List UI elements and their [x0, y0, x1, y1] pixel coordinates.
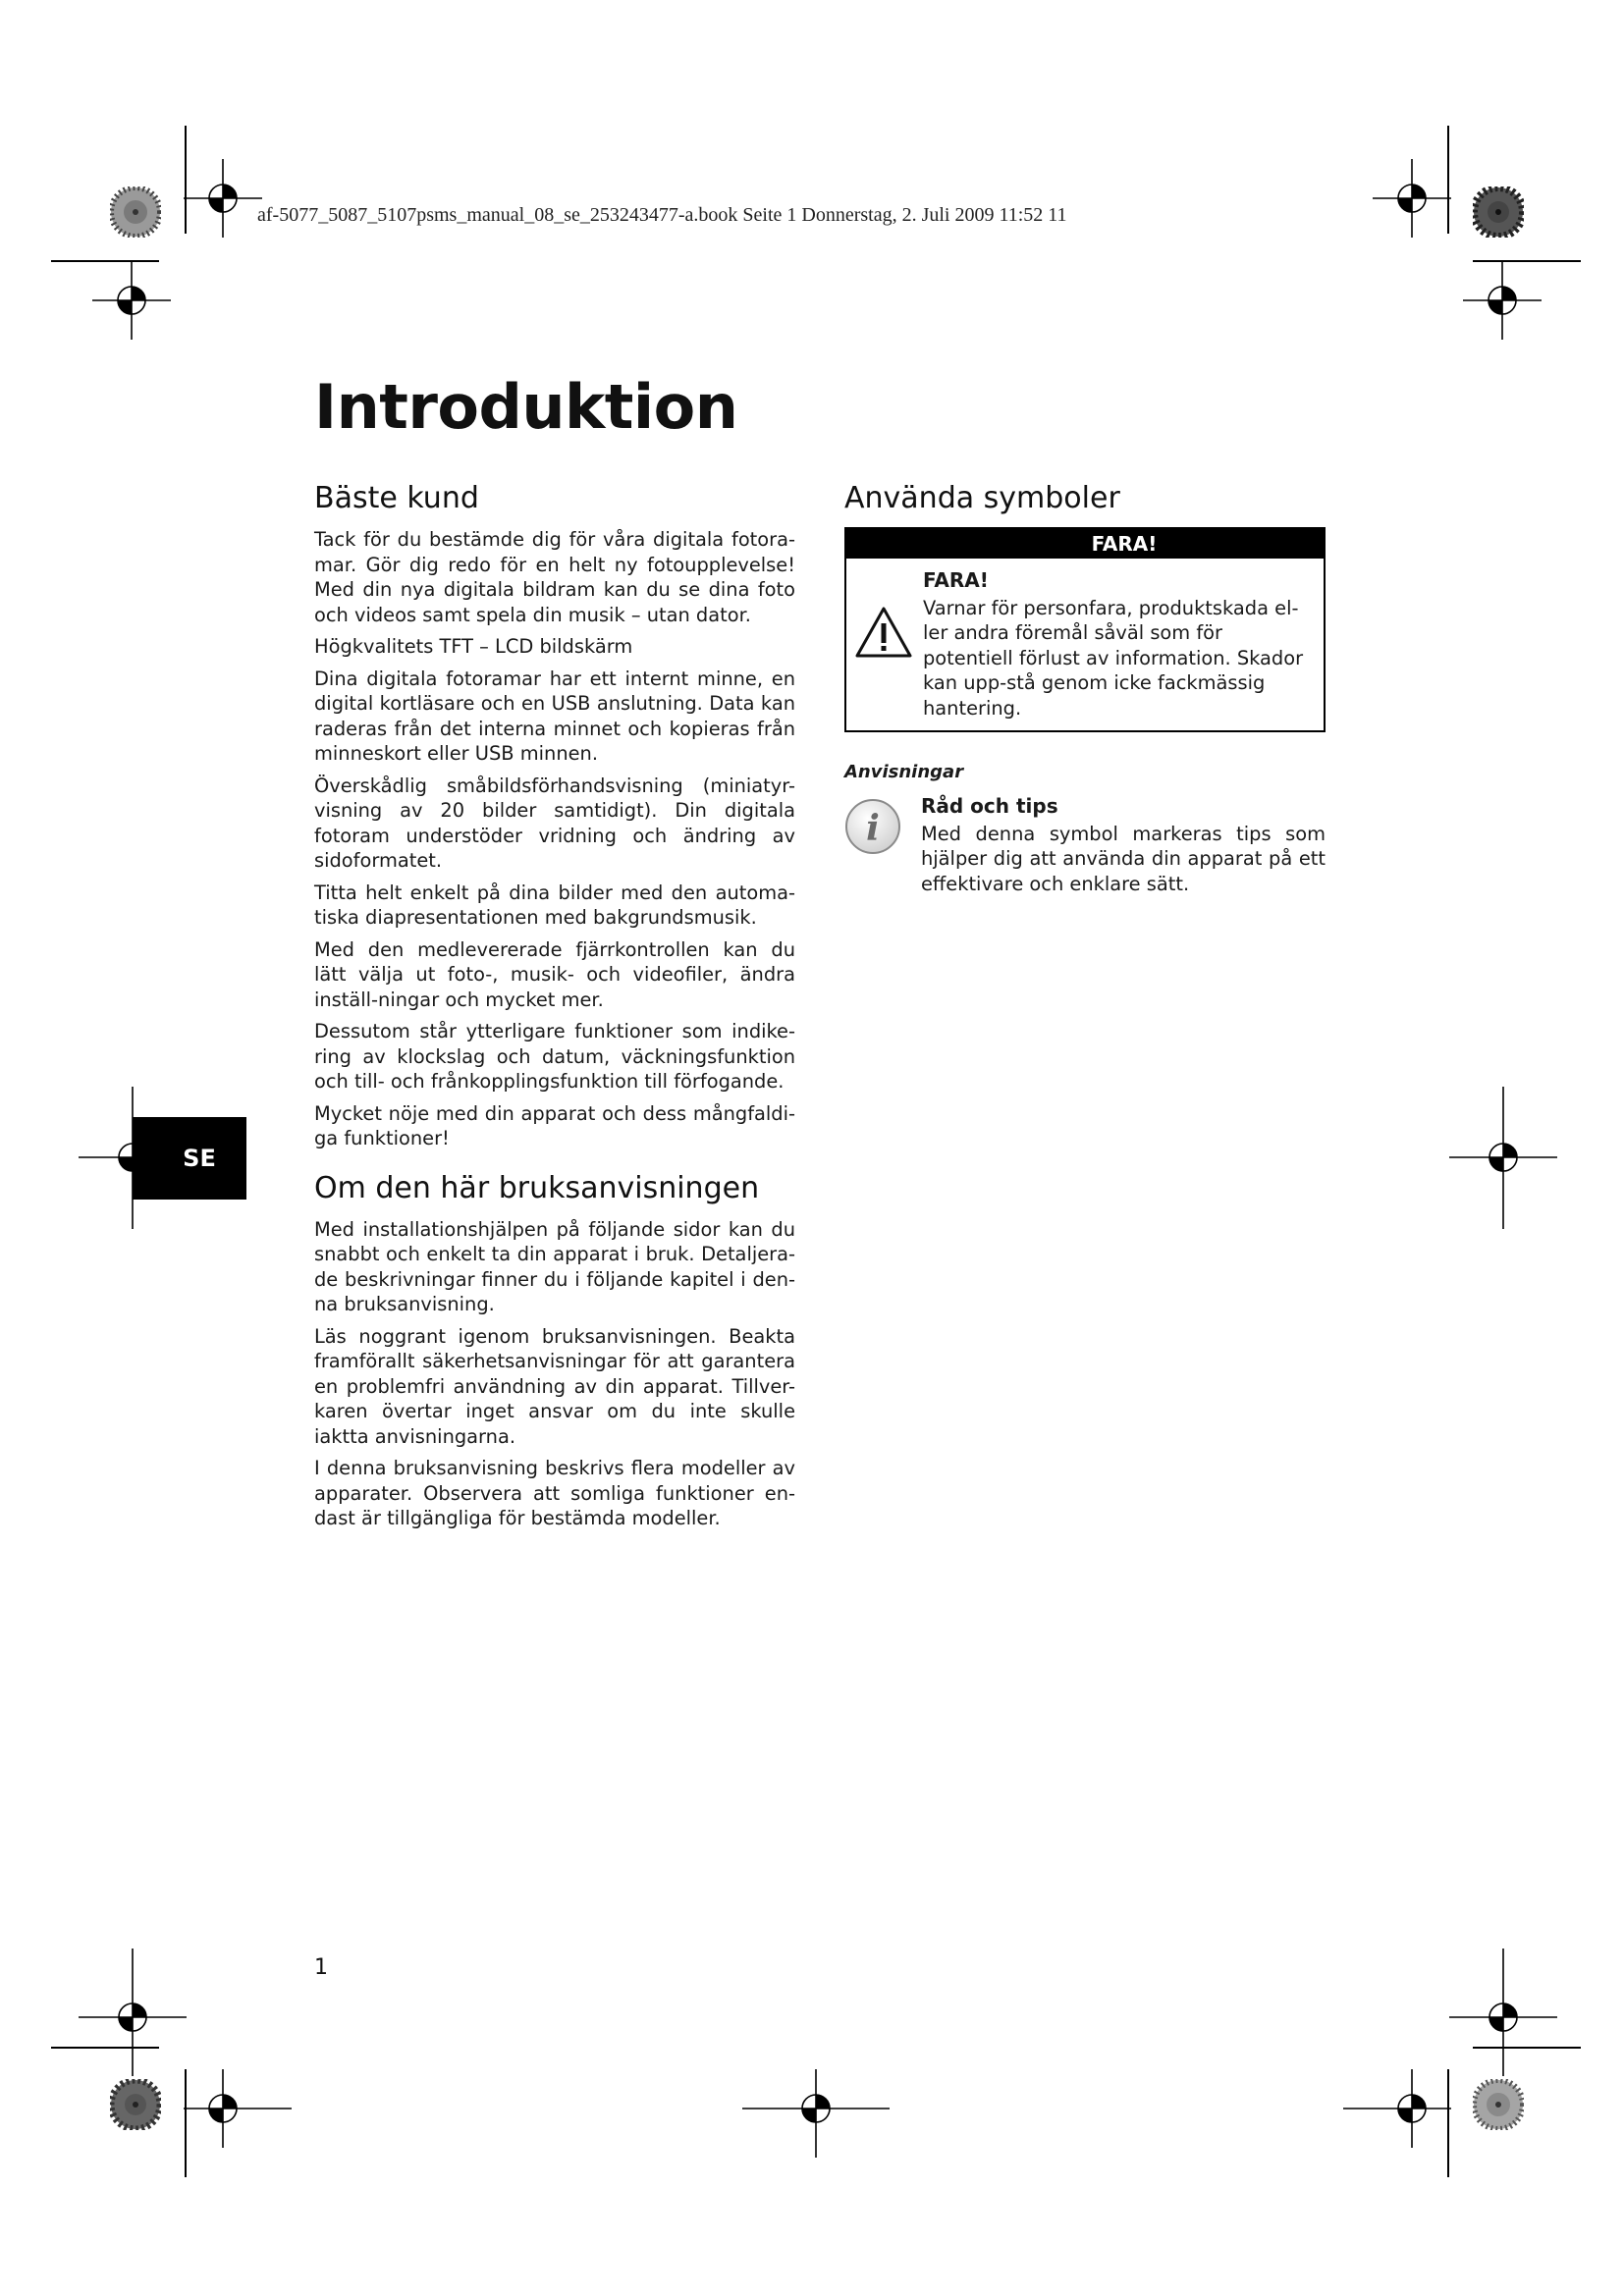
- registration-mark-icon: [1373, 159, 1451, 238]
- paragraph: Överskådlig småbildsförhandsvisning (miniatyr-visning av 20 bilder samtidigt). Din digitala fotoram understöder vridning och ändring av sidoformatet.: [314, 774, 795, 872]
- paragraph: Mycket nöje med din apparat och dess mångfaldi-ga funktioner!: [314, 1101, 795, 1149]
- section-heading: Bäste kund: [314, 481, 479, 515]
- paragraph: Titta helt enkelt på dina bilder med den automa-tiska diapresentationen med bakgrundsmusik.: [314, 881, 795, 929]
- left-column: [314, 481, 795, 1538]
- tip-text-block: [921, 794, 1326, 896]
- section-heading: Om den här bruksanvisningen: [314, 1170, 760, 1205]
- page-number: 1: [314, 1955, 328, 1980]
- paragraph: Högkvalitets TFT – LCD bildskärm: [314, 635, 633, 658]
- registration-mark-icon: [79, 1949, 187, 2076]
- warning-triangle-icon: [854, 606, 913, 659]
- tip-icon-container: [844, 794, 921, 896]
- color-wheel-icon: [1473, 187, 1524, 238]
- registration-mark-icon: [1449, 1087, 1557, 1229]
- paragraph: Med den medlevererade fjärrkontrollen kan du lätt välja ut foto-, musik- och videofiler, ändra inställ-ningar och mycket mer.: [314, 937, 795, 1011]
- paragraph: Dessutom står ytterligare funktioner som indike-ring av klockslag och datum, väckningsfunktion och till- och frånkopplingsfunktion till förfogande.: [314, 1020, 795, 1093]
- paragraph: Med installationshjälpen på följande sidor kan du snabbt och enkelt ta din apparat i bruk. Detaljera-de beskrivningar finner du i följande kapitel i den-na bruksanvisning.: [314, 1217, 795, 1315]
- registration-mark-icon: [742, 2069, 890, 2158]
- paragraph: Tack för du bestämde dig för våra digitala fotora-mar. Gör dig redo för en helt ny fotoupplevelse! Med din nya digitala bildram kan du se dina foto och videos samt spela din musik – utan dator.: [314, 528, 795, 626]
- color-wheel-icon: [110, 187, 161, 238]
- registration-mark-icon: [184, 159, 262, 238]
- svg-text:i: i: [866, 808, 880, 849]
- registration-mark-icon: [1463, 261, 1542, 340]
- registration-mark-icon: [1343, 2069, 1451, 2148]
- danger-text-block: [923, 568, 1314, 721]
- paragraph: I denna bruksanvisning beskrivs flera modeller av apparater. Observera att somliga funktioner en-dast är tillgängliga för bestämda modeller.: [314, 1457, 795, 1529]
- danger-icon-container: [854, 568, 923, 721]
- page-title: Introduktion: [314, 371, 738, 443]
- danger-box-body: [846, 559, 1324, 730]
- tip-title: Råd och tips: [921, 794, 1058, 818]
- language-tab-label: SE: [183, 1145, 216, 1172]
- tip-description: Med denna symbol markeras tips som hjälper dig att använda din apparat på ett effektivare och enklare sätt.: [921, 822, 1326, 895]
- danger-box: [844, 527, 1326, 732]
- paragraph: Dina digitala fotoramar har ett internt minne, en digital kortläsare och en USB anslutning. Data kan raderas från det interna minnet och kopieras från minneskort eller USB minnen.: [314, 667, 795, 765]
- print-header: af-5077_5087_5107psms_manual_08_se_253243477-a.book Seite 1 Donnerstag, 2. Juli 2009 11:52 11: [257, 204, 1067, 226]
- danger-description: Varnar för personfara, produktskada el-ler andra föremål såväl som för potentiell förlust av information. Skador kan upp-stå genom icke fackmässig hantering.: [923, 596, 1304, 720]
- danger-box-header: FARA!: [846, 529, 1324, 559]
- section-heading: Använda symboler: [844, 481, 1120, 515]
- color-wheel-icon: [1473, 2079, 1524, 2130]
- notes-heading: Anvisningar: [844, 762, 964, 782]
- tip-block: [844, 794, 1326, 896]
- registration-mark-icon: [184, 2069, 292, 2148]
- right-column: [844, 481, 1326, 896]
- registration-mark-icon: [1449, 1949, 1557, 2076]
- registration-mark-icon: [92, 261, 171, 340]
- danger-title: FARA!: [923, 568, 989, 592]
- info-icon: [844, 798, 901, 855]
- color-wheel-icon: [110, 2079, 161, 2130]
- paragraph: Läs noggrant igenom bruksanvisningen. Beakta framförallt säkerhetsanvisningar för att garantera en problemfri användning av din apparat. Tillver-karen övertar inget ansvar om du inte skulle iaktta anvisningarna.: [314, 1324, 795, 1448]
- language-tab: [133, 1117, 246, 1200]
